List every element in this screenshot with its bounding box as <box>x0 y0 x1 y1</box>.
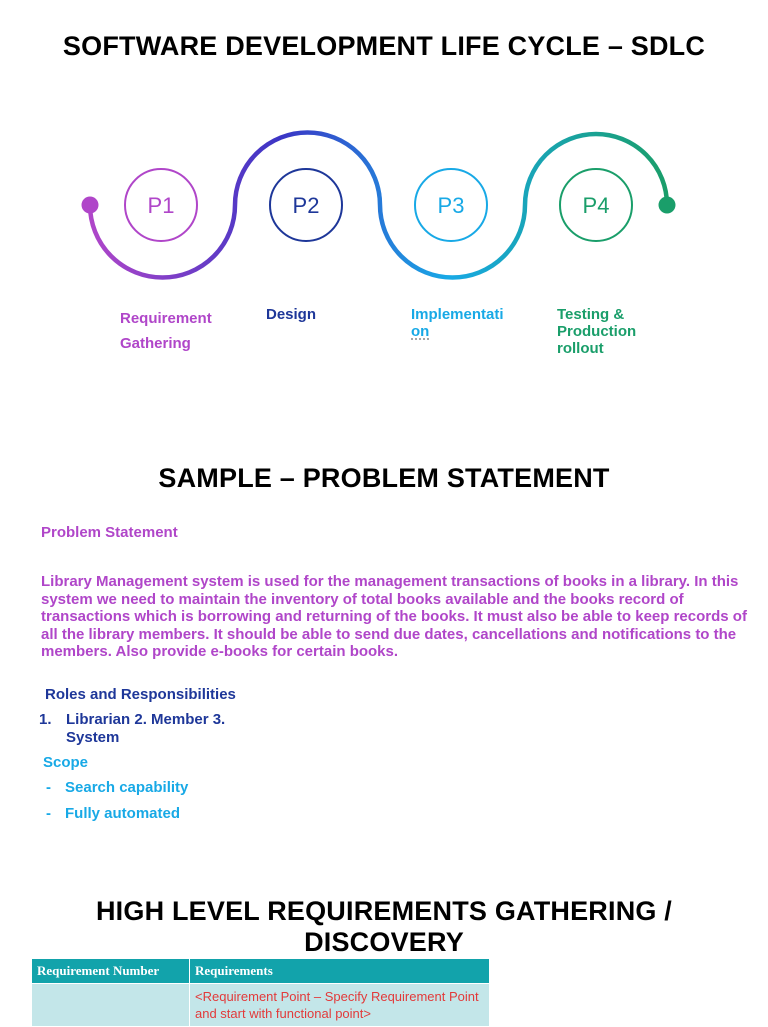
roles-line: Librarian 2. Member 3. <box>66 711 226 728</box>
wave-start-dot <box>82 197 99 214</box>
scope-item: - Fully automated <box>46 805 181 822</box>
phase-label-line: Gathering <box>120 335 191 352</box>
column-header-requirements: Requirements <box>190 959 490 984</box>
page-title-hlr <box>0 896 768 958</box>
phase-code: P4 <box>582 193 610 218</box>
phase-label-line: on <box>411 323 430 340</box>
requirements-table <box>31 958 490 1027</box>
column-header-number: Requirement Number <box>32 959 190 984</box>
phase-code: P2 <box>292 193 320 218</box>
phase-code: P3 <box>437 193 465 218</box>
phase-label-p1 <box>120 306 212 356</box>
phase-label-p3 <box>411 306 504 340</box>
phase-p3-circle <box>415 169 487 241</box>
phase-label-p4 <box>557 306 636 357</box>
phase-label-line: rollout <box>557 340 604 357</box>
scope-heading: Scope <box>43 754 89 771</box>
phase-label-line: Implementati <box>411 306 504 323</box>
page-title-sdlc: SOFTWARE DEVELOPMENT LIFE CYCLE – SDLC <box>62 31 706 61</box>
page-title-problem: SAMPLE – PROBLEM STATEMENT <box>158 463 610 493</box>
roles-list-number: 1. <box>39 711 52 728</box>
table-row <box>32 984 490 1027</box>
roles-list-text <box>66 711 266 747</box>
roles-heading: Roles and Responsibilities <box>45 686 236 703</box>
requirement-number-cell <box>32 984 190 1027</box>
phase-p2-circle <box>270 169 342 241</box>
phase-label-line: Testing & <box>557 306 625 323</box>
requirement-text-cell: <Requirement Point – Specify Requirement Point and start with functional point> <box>190 984 490 1027</box>
problem-statement-text: Library Management system is used for the management transactions of books in a library. In this system we need to maintain the inventory of total books available and the books record of transactions which is borrowing and returning of the books. It must also be able to keep records of all the library members. It should be able to send due dates, cancellations and notifications to the members. Also provide e-books for certain books. <box>41 573 747 660</box>
phase-label-line: Requirement <box>120 310 212 327</box>
problem-statement-label: Problem Statement <box>41 524 178 541</box>
scope-item: - Search capability <box>46 779 189 796</box>
phase-label-line: Production <box>557 323 637 340</box>
roles-line: System <box>66 729 120 746</box>
page-title-line: DISCOVERY <box>304 927 464 957</box>
phase-label-p2 <box>266 306 316 323</box>
wave-end-dot <box>659 197 676 214</box>
phase-p1-circle <box>125 169 197 241</box>
page-title-line: HIGH LEVEL REQUIREMENTS GATHERING / <box>95 896 673 926</box>
phase-p4-circle <box>560 169 632 241</box>
table-header-row <box>32 959 490 984</box>
phase-label-line: Design <box>266 306 317 323</box>
phase-code: P1 <box>147 193 175 218</box>
sdlc-diagram <box>0 100 768 300</box>
